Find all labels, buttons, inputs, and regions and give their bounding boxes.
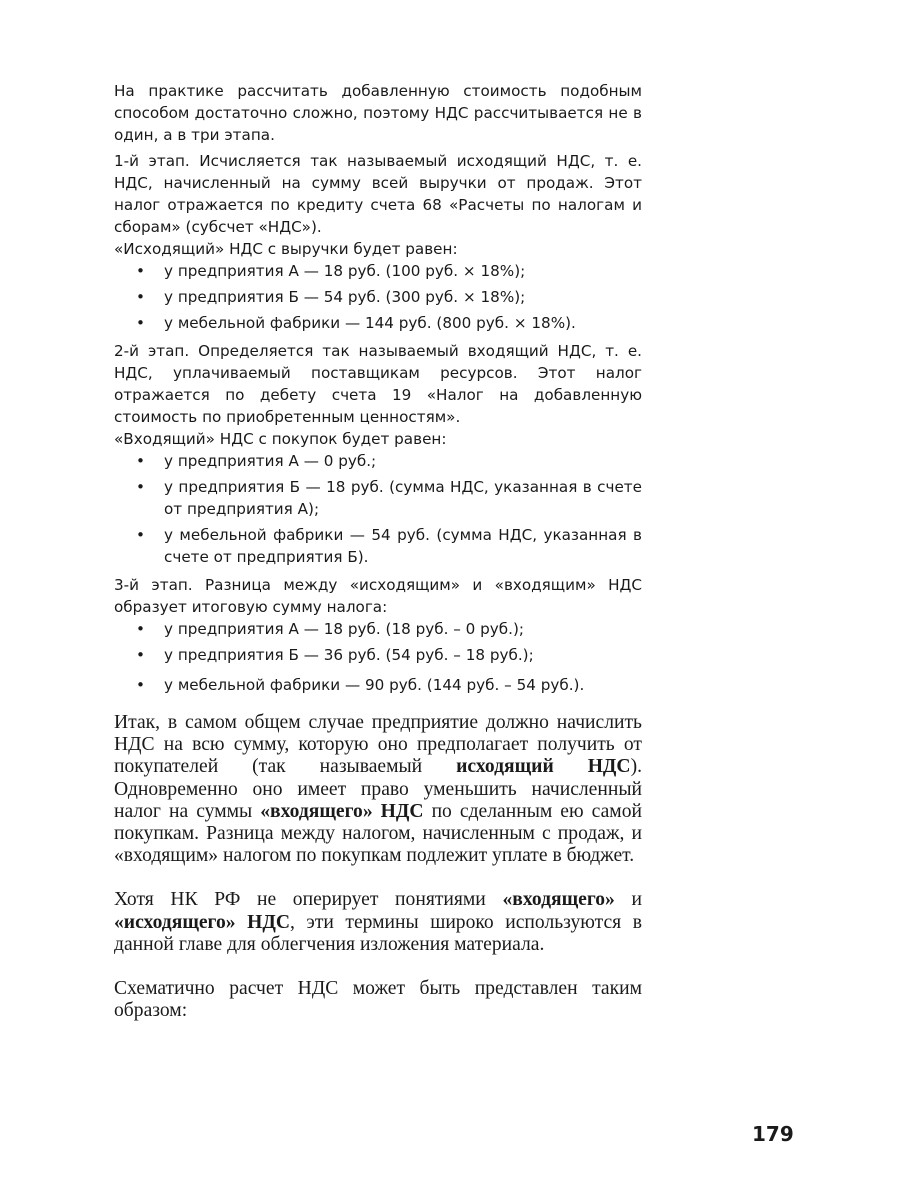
- list-item: • у мебельной фабрики — 54 руб. (сумма НДС, указанная в счете от предприятия Б).: [136, 526, 642, 566]
- page-number: 179: [752, 1122, 794, 1146]
- step2-lead: «Входящий» НДС с покупок будет равен:: [114, 430, 447, 448]
- step2-list: [114, 450, 642, 568]
- list-item: • у предприятия А — 18 руб. (18 руб. – 0 руб.);: [136, 620, 525, 638]
- bullet-icon: •: [136, 676, 145, 694]
- bullet-icon: •: [136, 262, 145, 280]
- list-item: • у предприятия Б — 36 руб. (54 руб. – 18 руб.);: [136, 646, 534, 664]
- list-item: • у предприятия А — 18 руб. (100 руб. × 18%);: [136, 262, 526, 280]
- step1-lead: «Исходящий» НДС с выручки будет равен:: [114, 240, 458, 258]
- bold-term: «исходящего» НДС: [114, 911, 290, 933]
- bullet-icon: •: [136, 452, 145, 470]
- terms-paragraph: Хотя НК РФ не оперирует понятиями «входящего» и «исходящего» НДС, эти термины широко используются в данной главе для облегчения изложения материала.: [114, 889, 642, 955]
- bold-term: исходящий НДС: [456, 756, 631, 778]
- list-item: • у предприятия Б — 18 руб. (сумма НДС, указанная в счете от предприятия А);: [136, 478, 642, 518]
- step2-paragraph: 2-й этап. Определяется так называемый входящий НДС, т. е. НДС, уплачиваемый поставщикам ресурсов. Этот налог отражается по дебету счета 19 «Налог на добавленную стоимость по приобретенным ценностям».: [114, 342, 642, 426]
- step3-list: [114, 618, 642, 696]
- bullet-icon: •: [136, 526, 145, 544]
- list-item: • у мебельной фабрики — 90 руб. (144 руб. – 54 руб.).: [136, 676, 585, 694]
- bullet-icon: •: [136, 288, 145, 306]
- bullet-icon: •: [136, 646, 145, 664]
- summary-paragraph: Итак, в самом общем случае предприятие должно начислить НДС на всю сумму, которую оно предполагает получить от покупателей (так называемый исходящий НДС). Одновременно оно имеет право уменьшить начисленный налог на суммы «входящего» НДС по сделанным ею самой покупкам. Разница между налогом, начисленным с продаж, и «входящим» налогом по покупкам подлежит уплате в бюджет.: [114, 712, 642, 867]
- sans-section: [114, 80, 642, 696]
- bullet-icon: •: [136, 620, 145, 638]
- page-content: [114, 80, 642, 1044]
- intro-paragraph: На практике рассчитать добавленную стоимость подобным способом достаточно сложно, поэтому НДС рассчитывается не в один, а в три этапа.: [114, 82, 642, 144]
- bullet-icon: •: [136, 314, 145, 332]
- bold-term: «входящего» НДС: [260, 800, 424, 822]
- bullet-icon: •: [136, 478, 145, 496]
- list-item: • у мебельной фабрики — 144 руб. (800 руб. × 18%).: [136, 314, 576, 332]
- scheme-paragraph: Схематично расчет НДС может быть представлен таким образом:: [114, 978, 642, 1022]
- step3-paragraph: 3-й этап. Разница между «исходящим» и «входящим» НДС образует итоговую сумму налога:: [114, 576, 642, 616]
- step1-list: [114, 260, 642, 334]
- list-item: • у предприятия А — 0 руб.;: [136, 452, 377, 470]
- bold-term: «входящего»: [502, 889, 615, 911]
- list-item: • у предприятия Б — 54 руб. (300 руб. × 18%);: [136, 288, 526, 306]
- step1-paragraph: 1-й этап. Исчисляется так называемый исходящий НДС, т. е. НДС, начисленный на сумму всей выручки от продаж. Этот налог отражается по кредиту счета 68 «Расчеты по налогам и сборам» (субсчет «НДС»).: [114, 152, 642, 236]
- serif-section: [114, 712, 642, 1022]
